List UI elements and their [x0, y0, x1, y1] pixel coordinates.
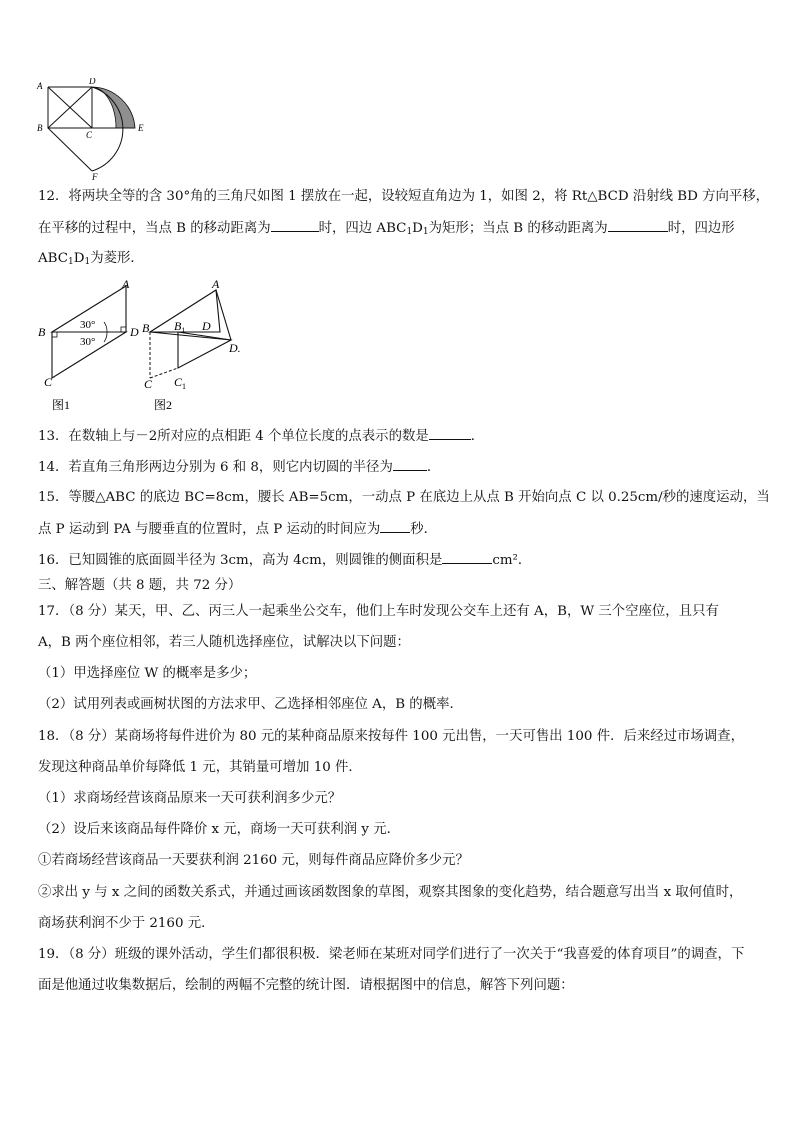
fig1-label-a: A	[122, 277, 130, 291]
q15-end: 秒．	[410, 522, 437, 537]
fig2-label-d: D	[202, 319, 211, 333]
q12-blank-1[interactable]	[271, 219, 319, 232]
label-a: A	[37, 81, 43, 91]
q14-blank[interactable]	[393, 458, 427, 471]
q18-line1: 18．（8 分）某商场将每件进价为 80 元的某种商品原来按每件 100 元出售，一天可售出 100 件．后来经过市场调查，	[38, 729, 744, 744]
label-b: B	[37, 123, 43, 133]
shaded-crescent	[92, 87, 135, 128]
label-c: C	[86, 130, 93, 140]
q17-line4: （2）试用列表或画树状图的方法求甲、乙选择相邻座位 A，B 的概率．	[38, 697, 463, 712]
q17-line2: A，B 两个座位相邻，若三人随机选择座位，试解决以下问题：	[38, 635, 410, 650]
fig1-angle-arc-bottom	[104, 332, 107, 342]
fig1-angle-arc-top	[104, 322, 107, 332]
q13-text: 13．在数轴上与－2所对应的点相距 4 个单位长度的点表示的数是	[38, 429, 429, 444]
fig2-label-a: A	[212, 277, 220, 291]
q14	[38, 458, 440, 477]
q13-blank[interactable]	[429, 427, 471, 440]
q12-sub: 1	[422, 227, 429, 237]
q18-line5: ①若商场经营该商品一天要获利润 2160 元，则每件商品应降价多少元？	[38, 853, 469, 868]
q12-text-c: D	[412, 221, 423, 236]
label-f: F	[92, 172, 98, 182]
q12-sub: 1	[84, 257, 91, 267]
q12-text-h: 为菱形．	[90, 251, 144, 266]
q12-text-a: 在平移的过程中，当点 B 的移动距离为	[38, 221, 271, 236]
fig2-label-b: B	[142, 321, 150, 335]
q15-text: 点 P 运动到 PA 与腰垂直的位置时，点 P 运动的时间应为	[38, 522, 381, 537]
q15-line1: 15．等腰△ABC 的底边 BC=8cm，腰长 AB=5cm，一动点 P 在底边上从点 B 开始向点 C 以 0.25cm/秒的速度运动，当	[38, 490, 770, 505]
fig1-caption: 图1	[52, 398, 71, 412]
q12-sub: 1	[68, 257, 74, 267]
fig1-label-d: D	[130, 325, 139, 339]
q19-line1: 19．（8 分）班级的课外活动，学生们都很积极．梁老师在某班对同学们进行了一次关于“我喜爱的体育项目”的调查，下	[38, 947, 745, 962]
fig2-label-b1: $B_1$	[174, 319, 186, 335]
fig1-label-c: C	[44, 375, 53, 389]
q19-line2: 面是他通过收集数据后，绘制的两幅不完整的统计图．请根据图中的信息，解答下列问题：	[38, 978, 574, 993]
fig1-angle-bottom: 30°	[80, 336, 96, 348]
figure-q11	[34, 78, 154, 182]
fig2-label-d1: D.	[229, 341, 241, 355]
q13-end: ．	[470, 429, 485, 444]
label-e: E	[138, 123, 144, 133]
figure-q12	[34, 276, 264, 416]
q12-line1: 12．将两块全等的含 30°角的三角尺如图 1 摆放在一起，设较短直角边为 1，如图 2，将 Rt△BCD 沿射线 BD 方向平移，	[38, 189, 770, 204]
fig2-caption: 图2	[154, 398, 173, 412]
fig1-right-angle-b	[52, 332, 57, 337]
q13	[38, 427, 484, 446]
q18-line3: （1）求商场经营该商品原来一天可获利润多少元？	[38, 791, 342, 806]
q16	[38, 551, 531, 570]
q18-line2: 发现这种商品单价每降低 1 元，其销量可增加 10 件．	[38, 760, 362, 775]
q16-text: 16．已知圆锥的底面圆半径为 3cm，高为 4cm，则圆锥的侧面积是	[38, 553, 443, 568]
q14-end: ．	[426, 460, 441, 475]
q12-text-e: 时，四边形	[667, 221, 735, 236]
fig2-label-c: C	[144, 377, 153, 391]
q12-text-f: ABC	[38, 251, 69, 266]
q12-blank-2[interactable]	[608, 219, 668, 232]
q12-text-g: D	[73, 251, 85, 266]
q15-line2	[38, 520, 437, 539]
q12-line2	[38, 219, 735, 241]
fig2-bd1	[150, 332, 231, 340]
q17-line3: （1）甲选择座位 W 的概率是多少；	[38, 666, 257, 681]
q18-line6: ②求出 y 与 x 之间的函数关系式，并通过画该函数图象的草图，观察其图象的变化趋势，结合题意写出当 x 取何值时，	[38, 885, 743, 900]
q12-line3	[38, 250, 144, 271]
q15-blank[interactable]	[380, 520, 410, 533]
q17-line1: 17．（8 分）某天，甲、乙、丙三人一起乘坐公交车，他们上车时发现公交车上还有 A，B，W 三个空座位，且只有	[38, 604, 719, 619]
fig1-label-b: B	[38, 325, 46, 339]
q18-line7: 商场获利润不少于 2160 元．	[38, 916, 215, 931]
q12-text-b: 时，四边 ABC	[318, 221, 407, 236]
q18-line4: （2）设后来该商品每件降价 x 元，商场一天可获利润 y 元．	[38, 822, 401, 837]
q12-text-d: 为矩形；当点 B 的移动距离为	[428, 221, 608, 236]
q16-blank[interactable]	[442, 551, 492, 564]
q12-sub: 1	[406, 227, 413, 237]
label-d: D	[89, 78, 96, 86]
q16-end: cm²．	[492, 553, 532, 568]
q14-text: 14．若直角三角形两边分别为 6 和 8，则它内切圆的半径为	[38, 460, 393, 475]
fig2-label-c1: $C_1$	[174, 375, 187, 391]
section-heading: 三、解答题（共 8 题，共 72 分）	[38, 578, 242, 593]
fig1-right-angle-d	[121, 327, 126, 332]
fig1-angle-top: 30°	[80, 319, 96, 331]
